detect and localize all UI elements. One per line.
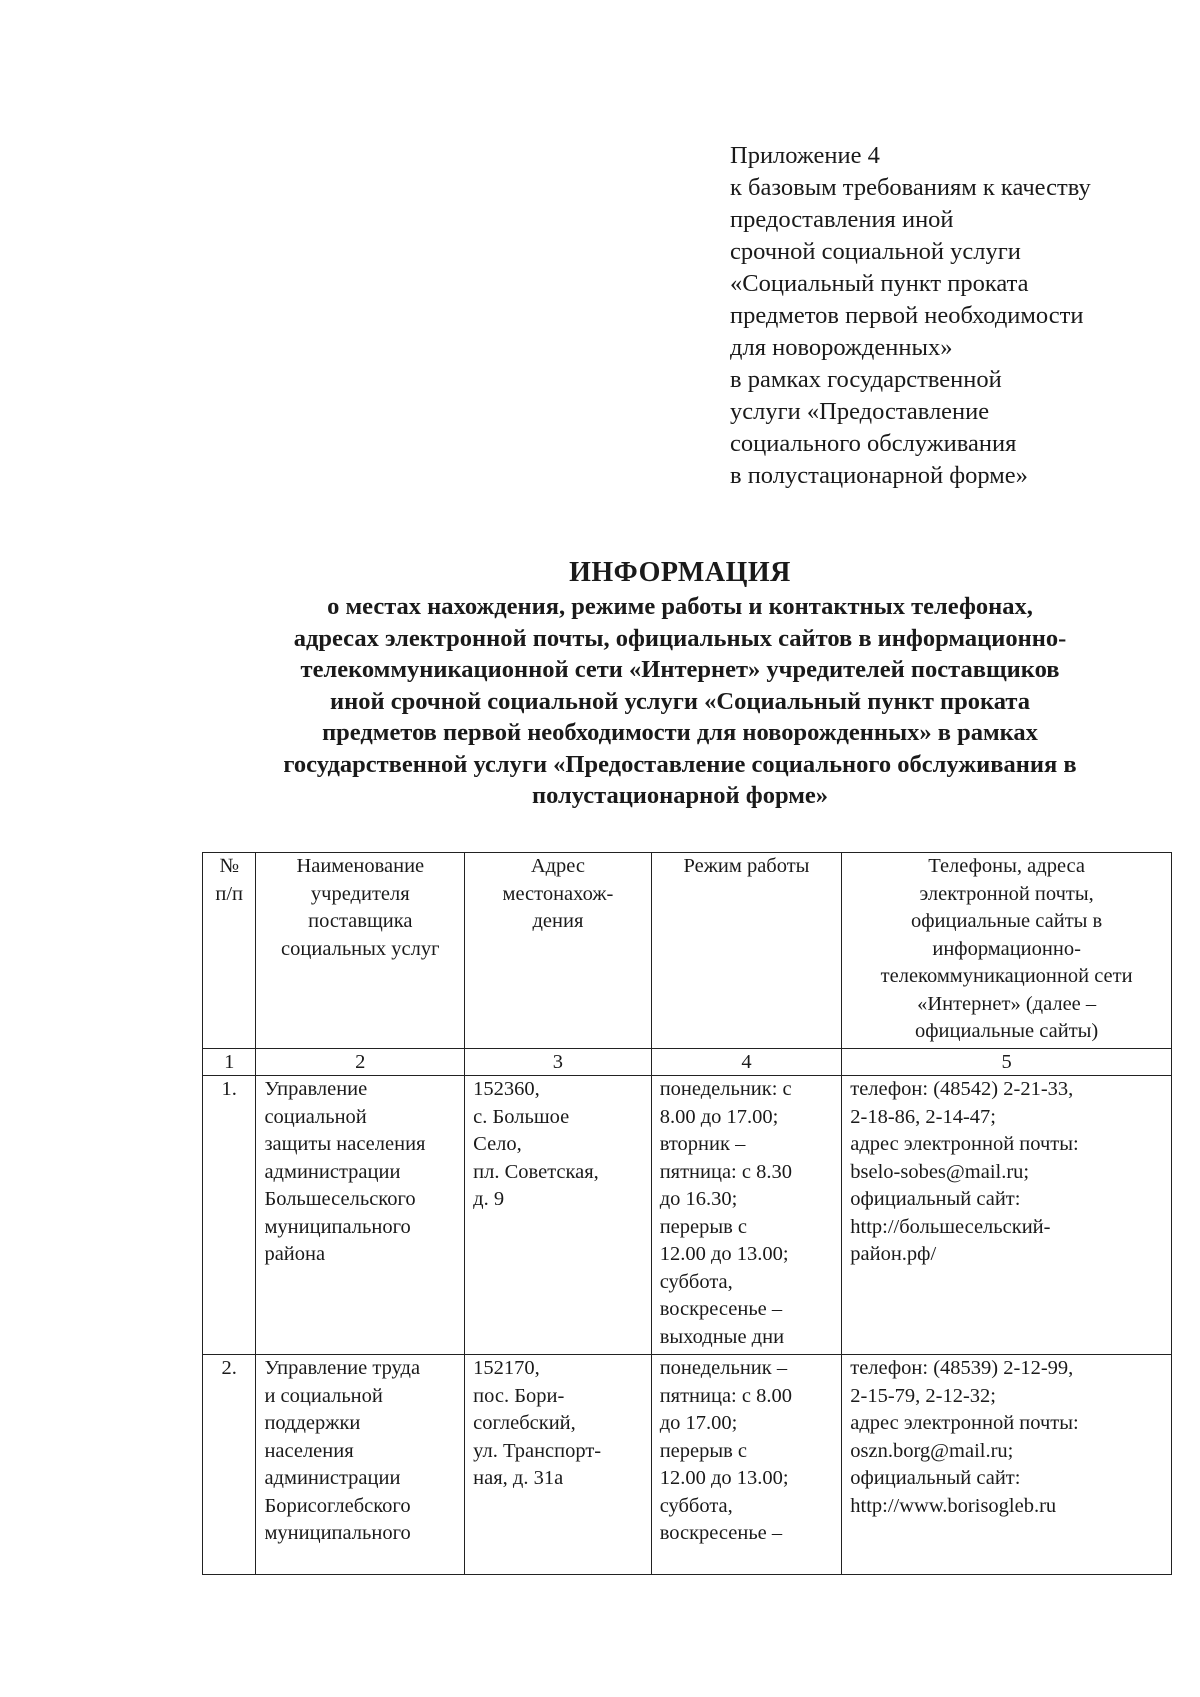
column-number: 4 <box>651 1049 842 1076</box>
address-cell <box>465 1076 652 1355</box>
header-line: Наименование <box>296 855 425 877</box>
cell-line: пятница: с 8.00 <box>659 1384 792 1407</box>
cell-line: ная, д. 31а <box>473 1467 564 1489</box>
schedule-cell <box>651 1076 842 1355</box>
providers-table <box>202 852 1172 1575</box>
cell-line: перерыв с <box>659 1439 748 1462</box>
header-line: социальных услуг <box>281 937 440 960</box>
heading-line: предметов первой необходимости для новорожденных» в рамках <box>322 719 1038 746</box>
column-number-row <box>203 1049 1172 1076</box>
cell-line: социальной <box>264 1105 367 1128</box>
email-text: oszn.borg@mail.ru; <box>850 1439 1014 1462</box>
cell-line: 8.00 до 17.00; <box>659 1105 779 1128</box>
cell-line: пос. Бори- <box>473 1384 565 1407</box>
heading-line: государственной услуги «Предоставление социального обслуживания в <box>283 750 1077 778</box>
cell-line: Борисоглебского <box>264 1494 411 1517</box>
header-line: электронной почты, <box>919 882 1094 905</box>
cell-line: суббота, <box>659 1494 733 1517</box>
cell-line: пл. Советская, <box>473 1160 599 1183</box>
header-line: официальные сайты в <box>911 910 1103 932</box>
header-line: официальные сайты) <box>915 1020 1099 1042</box>
appendix-line: предоставления иной <box>730 206 954 233</box>
cell-line: соглебский, <box>473 1412 576 1434</box>
appendix-line: в полустационарной форме» <box>730 462 1028 489</box>
cell-line: до 17.00; <box>659 1412 738 1434</box>
cell-line: поддержки <box>264 1412 361 1434</box>
row-number: 2. <box>203 1355 256 1575</box>
cell-line: адрес электронной почты: <box>850 1133 1079 1155</box>
header-line: Адрес <box>530 855 586 877</box>
cell-line: района <box>264 1243 326 1265</box>
cell-line: защиты населения <box>264 1133 426 1155</box>
header-line: Телефоны, адреса <box>928 855 1086 877</box>
column-number: 1 <box>203 1049 256 1076</box>
heading-line: иной срочной социальной услуги «Социальный пункт проката <box>330 687 1030 715</box>
appendix-line: социального обслуживания <box>730 430 1017 457</box>
cell-line: официальный сайт: <box>850 1467 1021 1489</box>
cell-line: воскресенье – <box>659 1522 783 1544</box>
header-cell-name <box>256 853 465 1049</box>
header-line: поставщика <box>308 910 413 932</box>
cell-line: 2-15-79, 2-12-32; <box>850 1384 997 1407</box>
website-text: http://большесельский- <box>850 1215 1051 1238</box>
document-title: ИНФОРМАЦИЯ <box>569 557 791 588</box>
cell-line: выходные дни <box>659 1325 785 1348</box>
cell-line: официальный сайт: <box>850 1188 1021 1210</box>
cell-line: перерыв с <box>659 1215 748 1238</box>
provider-name-cell <box>256 1355 465 1575</box>
cell-line: 12.00 до 13.00; <box>659 1467 789 1489</box>
column-number: 2 <box>256 1049 465 1076</box>
column-number: 5 <box>842 1049 1172 1076</box>
appendix-line: услуги «Предоставление <box>730 398 990 425</box>
cell-line: Управление труда <box>264 1357 421 1379</box>
appendix-line: Приложение 4 <box>730 142 880 169</box>
cell-line: муниципального <box>264 1215 411 1238</box>
header-line: информационно- <box>932 937 1081 960</box>
header-line: п/п <box>215 882 244 905</box>
schedule-cell <box>651 1355 842 1575</box>
website-text: район.рф/ <box>850 1243 937 1265</box>
header-cell-number <box>203 853 256 1049</box>
cell-line: воскресенье – <box>659 1298 783 1320</box>
cell-line: муниципального <box>264 1522 411 1544</box>
header-line: телекоммуникационной сети <box>880 965 1133 987</box>
cell-line: администрации <box>264 1467 401 1489</box>
heading-line: адресах электронной почты, официальных сайтов в информационно- <box>293 624 1067 652</box>
cell-line: ул. Транспорт- <box>473 1439 602 1462</box>
website-text: http://www.borisogleb.ru <box>850 1494 1057 1517</box>
appendix-line: предметов первой необходимости <box>730 302 1084 329</box>
cell-line: вторник – <box>659 1133 746 1155</box>
address-cell <box>465 1355 652 1575</box>
cell-line: понедельник: с <box>659 1078 792 1100</box>
provider-name-cell <box>256 1076 465 1355</box>
cell-line: пятница: с 8.30 <box>659 1160 792 1183</box>
cell-line: администрации <box>264 1160 401 1183</box>
cell-line: Село, <box>473 1133 522 1155</box>
appendix-line: для новорожденных» <box>730 334 953 361</box>
appendix-line: срочной социальной услуги <box>730 238 1021 265</box>
appendix-line: в рамках государственной <box>730 366 1002 393</box>
row-number: 1. <box>203 1076 256 1355</box>
email-text: bselo-sobes@mail.ru; <box>850 1160 1030 1183</box>
cell-line: понедельник – <box>659 1357 788 1379</box>
header-line: Режим работы <box>683 855 810 877</box>
cell-line: Большесельского <box>264 1188 416 1210</box>
document-heading <box>200 555 1160 812</box>
header-line: учредителя <box>310 882 410 905</box>
column-number: 3 <box>465 1049 652 1076</box>
header-line: местонахож- <box>502 882 614 905</box>
cell-line: Управление <box>264 1078 368 1100</box>
cell-line: 152360, <box>473 1078 540 1100</box>
cell-line: суббота, <box>659 1270 733 1293</box>
cell-line: телефон: (48539) 2-12-99, <box>850 1357 1074 1379</box>
cell-line: 152170, <box>473 1357 540 1379</box>
contacts-cell <box>842 1355 1172 1575</box>
cell-line: 2-18-86, 2-14-47; <box>850 1105 997 1128</box>
header-line: № <box>219 855 239 877</box>
cell-line: до 16.30; <box>659 1188 738 1210</box>
header-cell-contacts <box>842 853 1172 1049</box>
cell-line: адрес электронной почты: <box>850 1412 1079 1434</box>
heading-line: о местах нахождения, режиме работы и контактных телефонах, <box>327 593 1033 620</box>
header-line: дения <box>532 910 584 932</box>
appendix-line: «Социальный пункт проката <box>730 270 1029 297</box>
cell-line: д. 9 <box>473 1188 505 1210</box>
table-row <box>203 1355 1172 1575</box>
appendix-note <box>730 140 1170 492</box>
cell-line: населения <box>264 1439 354 1462</box>
cell-line: с. Большое <box>473 1105 570 1128</box>
heading-line: полустационарной форме» <box>531 782 829 809</box>
table-header-row <box>203 853 1172 1049</box>
header-line: «Интернет» (далее – <box>917 992 1097 1015</box>
cell-line: и социальной <box>264 1384 383 1407</box>
contacts-cell <box>842 1076 1172 1355</box>
heading-line: телекоммуникационной сети «Интернет» учредителей поставщиков <box>300 656 1060 683</box>
cell-line: телефон: (48542) 2-21-33, <box>850 1078 1074 1100</box>
cell-line: 12.00 до 13.00; <box>659 1243 789 1265</box>
table-row <box>203 1076 1172 1355</box>
header-cell-schedule <box>651 853 842 1049</box>
appendix-line: к базовым требованиям к качеству <box>730 174 1091 201</box>
header-cell-address <box>465 853 652 1049</box>
